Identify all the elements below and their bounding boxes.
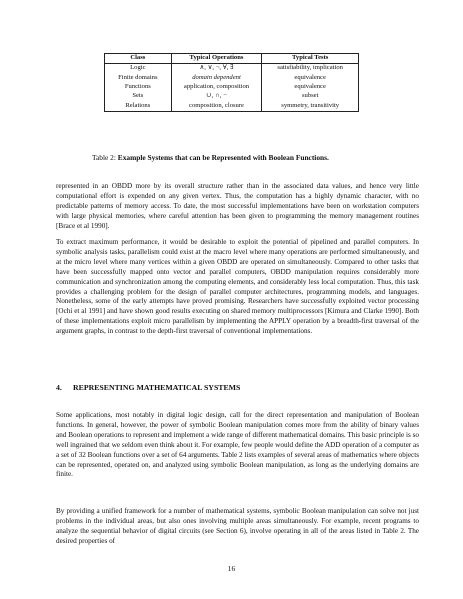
table-row [105,73,359,82]
table-cell: Functions [105,83,172,92]
table-cell: Relations [105,102,172,112]
table-cell: Sets [105,92,172,101]
body-paragraph-3 [56,411,419,480]
paragraph-text: Some applications, most notably in digital logic design, call for the direct representation and manipulation of Boolean functions. In general, however, the power of symbolic Boolean manipulation comes more from the ability of binary values and Boolean operations to represent and implement a wide range of different mathematical domains. This basic principle is so well ingrained that we seldom even think about it. For example, few people would define the ADD operation of a computer as a set of 32 Boolean functions over a set of 64 arguments. Table 2 lists examples of several areas of mathematics where objects can be represented, operated on, and analyzed using symbolic Boolean manipulation, as long as the underlying domains are finite. [56,411,419,479]
table-header-class: Class [105,54,172,64]
table-cell: Logic [105,64,172,74]
table-header-row [105,54,359,64]
paragraph-text: represented in an OBDD more by its overall structure rather than in the associated data values, and hence very little computational effort is expended on any given vertex. Thus, the computation has a highly dynamic character, with no predictable patterns of memory access. To date, the most successful implementations have been on workstation computers with large physical memories, where careful attention has been given to programming the memory management routines [Brace et al 1990]. [56,182,419,230]
paragraph-text: To extract maximum performance, it would be desirable to exploit the potential of pipelined and parallel computers. In symbolic analysis tasks, parallelism could exist at the macro level where many operations are performed simultaneously, and at the micro level where many vertices within a given OBDD are operated on simultaneously. Compared to other tasks that have been successfully mapped onto vector and parallel computers, OBDD manipulation requires considerably more communication and synchronization among the computing elements, and considerably less local computation. Thus, this task provides a challenging problem for the design of parallel computer architectures, programming models, and languages. Nonetheless, some of the early attempts have proved promising. Researchers have successfully exploited vector processing [Ochi et al 1991] and have shown good results executing on shared memory multiprocessors [Kimura and Clarke 1990]. Both of these implementations exploit micro parallelism by implementing the APPLY operation by a breadth-first traversal of the argument graphs, in contrast to the depth-first traversal of conventional implementations. [56,238,419,336]
table-row [105,102,359,112]
table-header-tests: Typical Tests [262,54,359,64]
body-paragraph-2 [56,238,419,337]
page-number: 16 [227,564,236,573]
table-header-operations: Typical Operations [171,54,262,64]
table-cell: ∪, ∩, − [171,92,262,101]
table-cell: Finite domains [105,73,172,82]
paragraph-text: By providing a unified framework for a number of mathematical systems, symbolic Boolean manipulation can solve not just problems in the individual areas, but also ones involving multiple areas simultaneously. For example, recent programs to analyze the sequential behavior of digital circuits (see Section 6), involve operating in all of the areas listed in Table 2. The desired properties of [56,507,419,545]
section-heading [56,383,240,392]
table-row [105,92,359,101]
table-cell: composition, closure [171,102,262,112]
section-number: 4. [56,383,62,392]
table-caption [92,153,329,162]
section-title: REPRESENTING MATHEMATICAL SYSTEMS [73,383,241,392]
table-cell: application, composition [171,83,262,92]
table-cell: equivalence [262,73,359,82]
table-cell: ∧, ∨, ¬, ∀, ∃ [171,64,262,74]
table-cell: subset [262,92,359,101]
body-paragraph-1 [56,182,419,232]
body-paragraph-4 [56,507,419,547]
caption-text: Example Systems that can be Represented with Boolean Functions. [117,153,329,162]
table-cell: equivalence [262,83,359,92]
table-cell: satisfiability, implication [262,64,359,74]
table-row [105,64,359,74]
table-cell: symmetry, transitivity [262,102,359,112]
example-systems-table [104,53,359,112]
table-row [105,83,359,92]
caption-label: Table 2: [92,153,116,162]
table-cell: domain dependent [171,73,262,82]
